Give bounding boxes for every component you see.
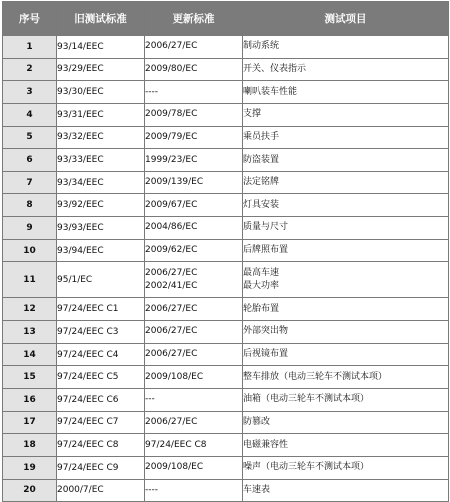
test-item-line: 外部突出物 [243,326,289,337]
test-item-cell [243,366,449,389]
new-standard-cell [145,36,243,59]
test-item-line: 开关、仪表指示 [243,63,307,74]
serial-no-cell: 17 [3,411,57,434]
table-row [3,126,449,149]
test-item-cell [243,36,449,59]
test-item-cell [243,479,449,502]
test-item-cell [243,149,449,172]
new-standard-line: 2006/27/EC [145,267,198,278]
test-item-line: 后牌照布置 [243,245,289,256]
table-row [3,194,449,217]
test-item-line: 防篡改 [243,416,271,427]
test-item-cell [243,434,449,457]
test-item-cell [243,239,449,262]
new-standard-line: 2006/27/EC [145,303,198,314]
test-item-line: 整车排放（电动三轮车不测试本项） [243,371,388,382]
new-standard-line: 2009/67/EC [145,199,198,210]
table-row [3,343,449,366]
old-standard-cell: 93/30/EEC [57,81,145,104]
test-item-line: 噪声（电动三轮车不测试本项） [243,462,370,473]
serial-no-cell: 14 [3,343,57,366]
old-standard-cell: 97/24/EEC C9 [57,456,145,479]
new-standard-cell [145,239,243,262]
new-standard-line: 2004/86/EC [145,222,198,233]
test-item-line: 车速表 [243,484,271,495]
table-row [3,217,449,240]
new-standard-cell [145,58,243,81]
test-item-line: 最高车速 [243,267,280,278]
serial-no-cell: 4 [3,103,57,126]
standards-table [2,1,449,502]
header-new-standard: 更新标准 [145,2,243,36]
table-row [3,479,449,502]
old-standard-cell: 93/34/EEC [57,171,145,194]
test-item-line: 最大功率 [243,280,280,291]
serial-no-cell: 1 [3,36,57,59]
old-standard-cell: 97/24/EEC C7 [57,411,145,434]
test-item-line: 电磁兼容性 [243,439,289,450]
test-item-cell [243,58,449,81]
new-standard-cell [145,456,243,479]
table-row [3,36,449,59]
old-standard-cell: 93/32/EEC [57,126,145,149]
test-item-cell [243,171,449,194]
test-item-line: 轮胎布置 [243,303,280,314]
test-item-cell [243,298,449,321]
new-standard-cell [145,298,243,321]
test-item-line: 乘员扶手 [243,131,280,142]
new-standard-line: 2009/108/EC [145,371,204,382]
new-standard-cell [145,388,243,411]
old-standard-cell: 93/14/EEC [57,36,145,59]
test-item-line: 喇叭装车性能 [243,86,298,97]
test-item-cell [243,103,449,126]
test-item-cell [243,262,449,298]
new-standard-cell [145,81,243,104]
serial-no-cell: 15 [3,366,57,389]
old-standard-cell: 93/29/EEC [57,58,145,81]
new-standard-line: 2006/27/EC [145,416,198,427]
test-item-line: 后视镜布置 [243,349,289,359]
new-standard-line: 2009/139/EC [145,177,204,188]
new-standard-cell [145,434,243,457]
serial-no-cell: 7 [3,171,57,194]
test-item-line: 支撑 [243,109,262,120]
table-row [3,388,449,411]
new-standard-cell [145,171,243,194]
header-test-item: 测试项目 [243,2,449,36]
new-standard-line: 2009/62/EC [145,245,198,256]
table-row [3,103,449,126]
test-item-cell [243,411,449,434]
serial-no-cell: 12 [3,298,57,321]
new-standard-line: 1999/23/EC [145,154,198,165]
new-standard-line: 2002/41/EC [145,280,198,291]
test-item-line: 法定铭牌 [243,177,280,188]
serial-no-cell: 13 [3,321,57,344]
new-standard-line: 2009/108/EC [145,462,204,473]
new-standard-cell [145,126,243,149]
table-row [3,149,449,172]
new-standard-line: 2009/79/EC [145,131,198,142]
new-standard-line: 97/24/EEC C8 [145,439,207,450]
test-item-line: 防盗装置 [243,154,280,165]
new-standard-cell [145,321,243,344]
table-row [3,81,449,104]
new-standard-line: 2009/80/EC [145,63,198,74]
table-row [3,434,449,457]
new-standard-cell [145,262,243,298]
old-standard-cell: 2000/7/EC [57,479,145,502]
serial-no-cell: 20 [3,479,57,502]
serial-no-cell: 6 [3,149,57,172]
new-standard-line: 2006/27/EC [145,349,198,359]
test-item-line: 灯具安装 [243,199,280,210]
serial-no-cell: 3 [3,81,57,104]
header-row [3,2,449,36]
serial-no-cell: 11 [3,262,57,298]
test-item-cell [243,217,449,240]
test-item-cell [243,81,449,104]
old-standard-cell: 93/33/EEC [57,149,145,172]
serial-no-cell: 9 [3,217,57,240]
new-standard-cell [145,217,243,240]
serial-no-cell: 18 [3,434,57,457]
header-old-standard: 旧测试标准 [57,2,145,36]
new-standard-line: ---- [145,484,158,495]
test-item-line: 油箱（电动三轮车不测试本项） [243,394,370,405]
old-standard-cell: 97/24/EEC C6 [57,388,145,411]
new-standard-cell [145,194,243,217]
table-row [3,298,449,321]
new-standard-cell [145,343,243,366]
old-standard-cell: 93/31/EEC [57,103,145,126]
table-row [3,262,449,298]
new-standard-line: 2006/27/EC [145,326,198,337]
test-item-line: 制动系统 [243,41,280,52]
new-standard-cell [145,479,243,502]
new-standard-line: 2006/27/EC [145,41,198,52]
table-row [3,321,449,344]
header-serial-no: 序号 [3,2,57,36]
old-standard-cell: 97/24/EEC C4 [57,343,145,366]
serial-no-cell: 10 [3,239,57,262]
new-standard-line: 2009/78/EC [145,109,198,120]
test-item-cell [243,126,449,149]
serial-no-cell: 19 [3,456,57,479]
old-standard-cell: 93/94/EEC [57,239,145,262]
test-item-line: 质量与尺寸 [243,222,289,233]
new-standard-cell [145,366,243,389]
test-item-cell [243,343,449,366]
serial-no-cell: 8 [3,194,57,217]
table-row [3,58,449,81]
old-standard-cell: 97/24/EEC C3 [57,321,145,344]
serial-no-cell: 5 [3,126,57,149]
table-row [3,456,449,479]
serial-no-cell: 2 [3,58,57,81]
old-standard-cell: 93/92/EEC [57,194,145,217]
old-standard-cell: 97/24/EEC C1 [57,298,145,321]
table-row [3,239,449,262]
table-row [3,171,449,194]
old-standard-cell: 93/93/EEC [57,217,145,240]
old-standard-cell: 97/24/EEC C5 [57,366,145,389]
table-row [3,366,449,389]
new-standard-line: --- [145,394,155,405]
serial-no-cell: 16 [3,388,57,411]
new-standard-line: ---- [145,86,158,97]
new-standard-cell [145,103,243,126]
test-item-cell [243,321,449,344]
new-standard-cell [145,411,243,434]
test-item-cell [243,388,449,411]
new-standard-cell [145,149,243,172]
test-item-cell [243,194,449,217]
old-standard-cell: 97/24/EEC C8 [57,434,145,457]
table-row [3,411,449,434]
test-item-cell [243,456,449,479]
old-standard-cell: 95/1/EC [57,262,145,298]
